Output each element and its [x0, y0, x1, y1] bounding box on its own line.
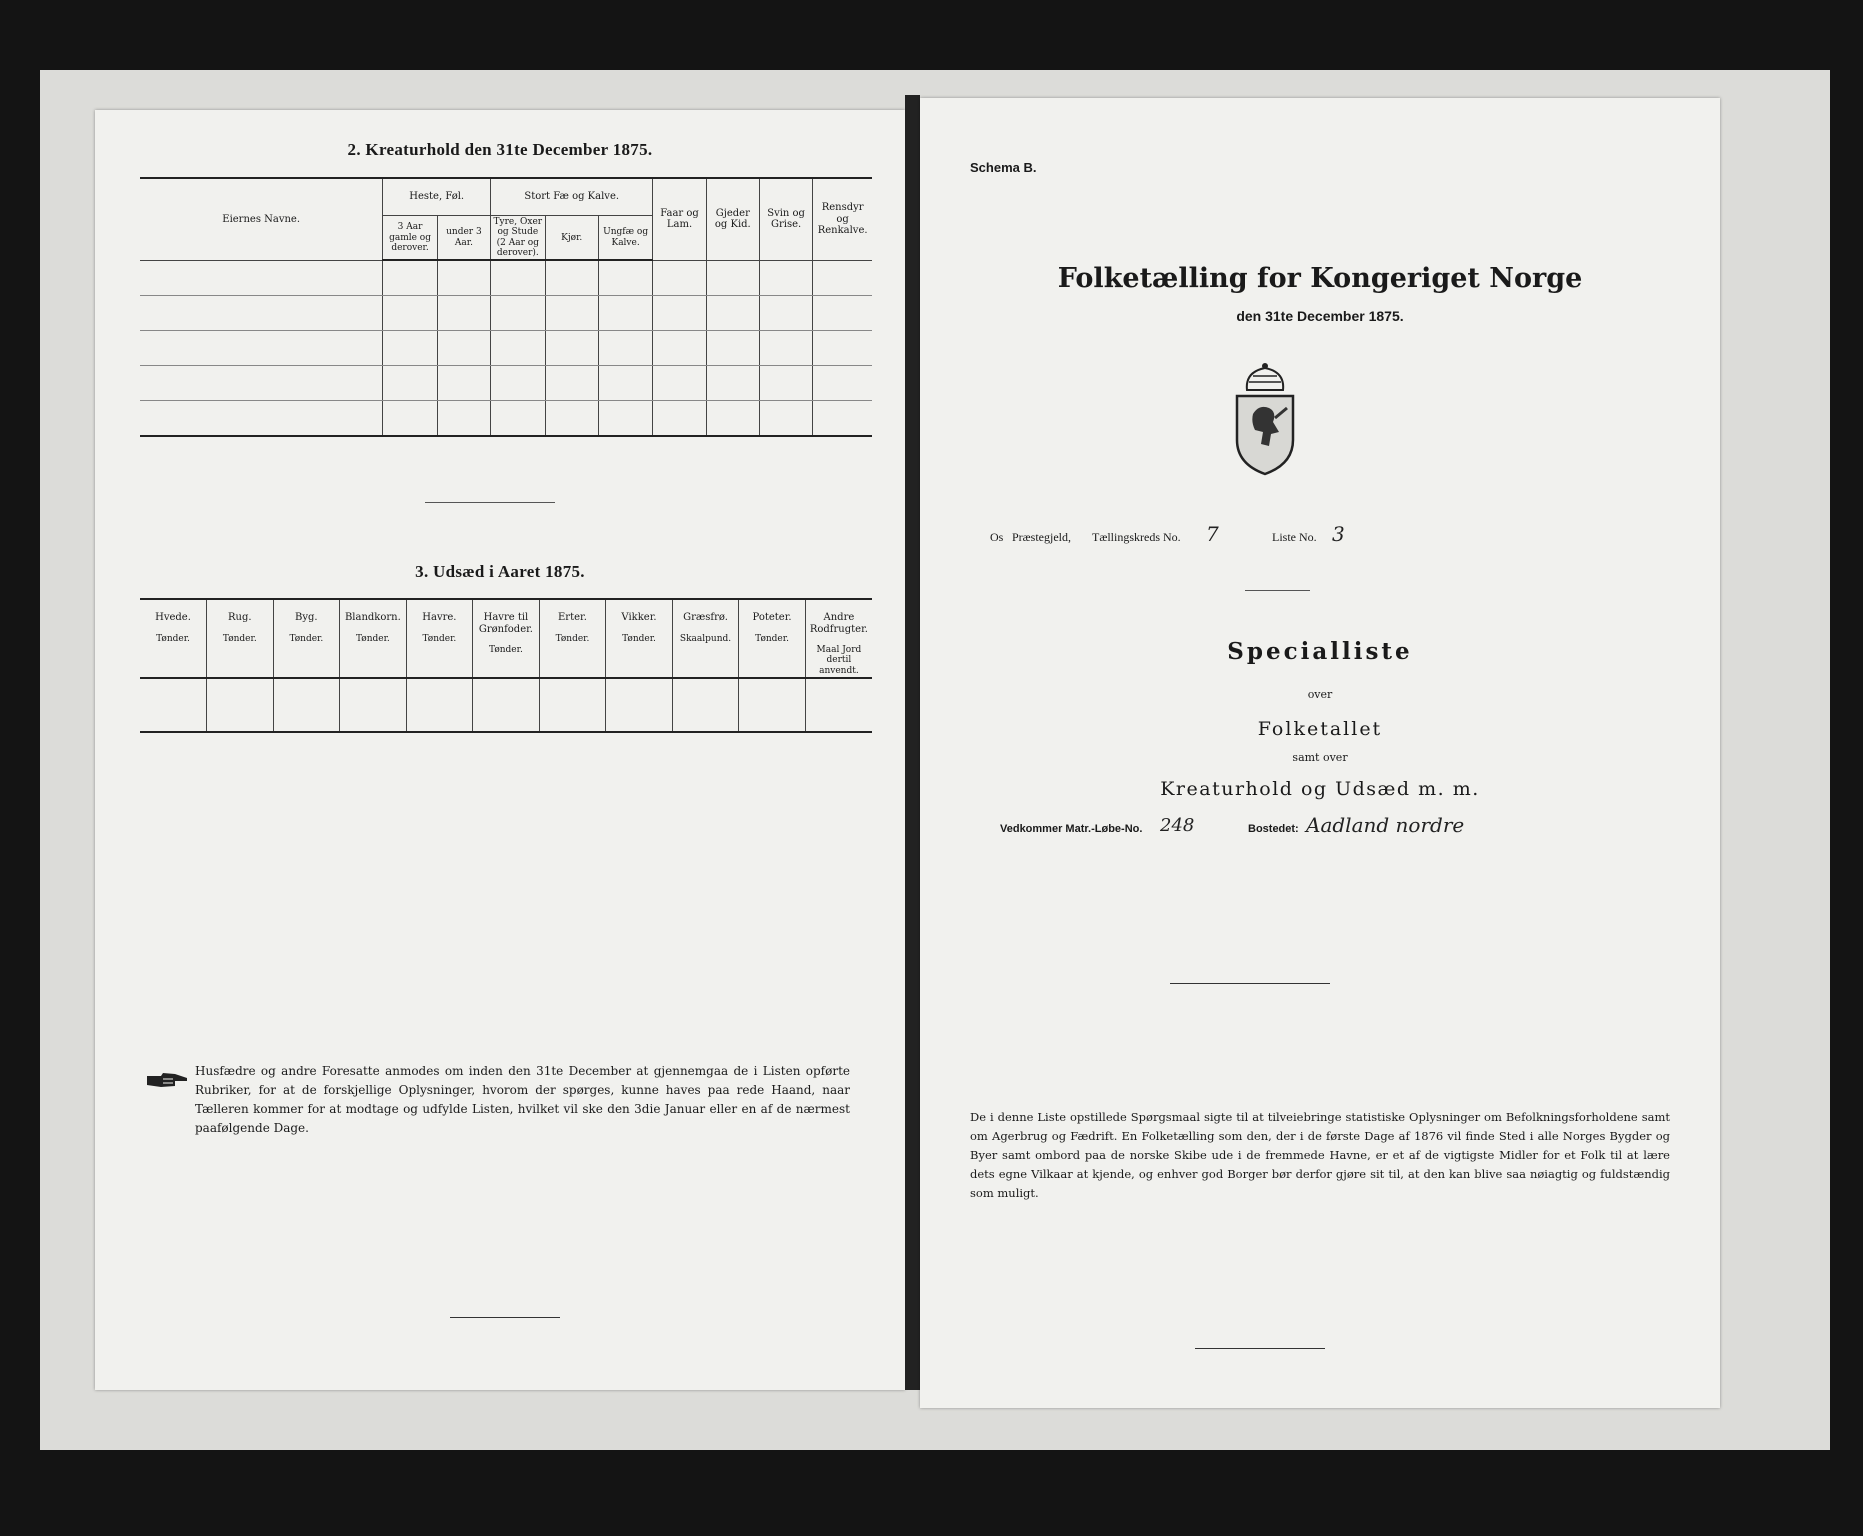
table-cell [706, 260, 759, 296]
table-cell [383, 260, 437, 296]
crop-name: Blandkorn. [344, 612, 401, 623]
table-cell [739, 678, 806, 732]
table-cell [706, 331, 759, 366]
table-cell [598, 260, 653, 296]
crop-unit: Tønder. [222, 633, 257, 644]
parish-value: Os [990, 530, 1004, 544]
table-cell [437, 331, 490, 366]
table-cell [340, 678, 407, 732]
horses-header: Heste, Føl. [383, 178, 491, 216]
horses-old-header: 3 Aar gamle og derover. [383, 216, 437, 261]
instruction-note: Husfædre og andre Foresatte anmodes om inden den 31te December at gjennemgaa de i Listen opførte Rubriker, for at de forskjellige Oplysninger, hvorom der spørges, kunne haves paa rede Haand, naar Tælleren kommer for at modtage og udfylde Listen, hvilket vil ske den 3die Januar eller en af de nærmest paafølgende Dage. [195, 1064, 850, 1135]
folketallet-label: Folketallet [1257, 718, 1383, 740]
crop-name: Andre Rodfrugter. [809, 612, 868, 635]
coat-of-arms-icon [1225, 360, 1305, 480]
right-page [920, 98, 1720, 1408]
list-value: 3 [1332, 522, 1345, 546]
table-row [140, 366, 872, 401]
table-row [140, 331, 872, 366]
table-row [140, 678, 872, 732]
crop-unit: Tønder. [355, 633, 390, 644]
table-cell [672, 678, 739, 732]
table-cell [406, 678, 473, 732]
table-cell [437, 260, 490, 296]
bosted-label: Bostedet: [1248, 823, 1299, 835]
table-cell [383, 331, 437, 366]
crop-column-header [473, 599, 540, 678]
table-cell [545, 401, 598, 437]
matr-value: 248 [1160, 815, 1195, 836]
table-cell [653, 260, 706, 296]
crop-name: Havre. [422, 612, 457, 623]
table-row [140, 260, 872, 296]
table-cell [813, 366, 872, 401]
crop-name: Erter. [558, 612, 587, 623]
table-row [140, 296, 872, 331]
right-divider-3 [1195, 1348, 1325, 1349]
table-cell [491, 260, 545, 296]
table-cell [140, 260, 383, 296]
table-cell [598, 331, 653, 366]
table-cell [598, 401, 653, 437]
goats-header: Gjeder og Kid. [706, 178, 759, 260]
cattle-header: Stort Fæ og Kalve. [491, 178, 653, 216]
table-cell [813, 260, 872, 296]
pointing-hand-icon [145, 1070, 189, 1090]
crop-name: Byg. [295, 612, 318, 623]
table-cell [140, 678, 207, 732]
crop-unit: Tønder. [622, 633, 656, 644]
bottom-rule [450, 1317, 560, 1318]
table-cell [383, 401, 437, 437]
table-cell [598, 296, 653, 331]
table-cell [383, 366, 437, 401]
crop-unit: Tønder. [555, 633, 590, 644]
table-cell [437, 296, 490, 331]
table-row [140, 401, 872, 437]
right-divider-1 [1245, 590, 1310, 591]
table-cell [653, 366, 706, 401]
page-subtitle: den 31te December 1875. [1236, 308, 1404, 324]
list-label: Liste No. [1272, 530, 1317, 544]
table-cell [140, 296, 383, 331]
table-cell [383, 296, 437, 331]
crop-column-header [606, 599, 673, 678]
crop-column-header [539, 599, 606, 678]
table-cell [606, 678, 673, 732]
table-cell [545, 260, 598, 296]
crop-column-header [207, 599, 274, 678]
bulls-header: Tyre, Oxer og Stude (2 Aar og derover). [491, 216, 545, 261]
crop-name: Græsfrø. [683, 612, 728, 623]
footer-text: De i denne Liste opstillede Spørgsmaal sigte til at tilveiebringe statistiske Oplysninger om Befolkningsforholdene samt om Agerbrug og Fædrift. En Folketælling som den, der i de første Dage af 1876 vil finde Sted i alle Norges Bygder og Byer samt ombord paa de norske Skibe ude i de fremmede Havne, er et af de vigtigste Midler for et Folk til at lære dets egne Vilkaar at kjende, og enhver god Borger bør derfor gjøre sit til, at den kan blive saa nøiagtig og fuldstændig som muligt. [970, 1110, 1670, 1200]
crop-unit: Maal Jord dertil anvendt. [816, 645, 862, 676]
special-list-heading: Specialliste [1227, 638, 1413, 665]
table-cell [706, 366, 759, 401]
district-value: 7 [1206, 522, 1219, 546]
bosted-value: Aadland nordre [1306, 813, 1465, 837]
crop-column-header [273, 599, 340, 678]
table-cell [491, 401, 545, 437]
left-page [95, 110, 905, 1390]
table-cell [653, 331, 706, 366]
table-cell [759, 260, 812, 296]
crop-column-header [140, 599, 207, 678]
sheep-header: Faar og Lam. [653, 178, 706, 260]
table-cell [437, 401, 490, 437]
table-cell [759, 366, 812, 401]
table-cell [140, 366, 383, 401]
table-cell [813, 296, 872, 331]
table-cell [706, 296, 759, 331]
crop-name: Hvede. [155, 612, 191, 623]
young-cattle-header: Ungfæ og Kalve. [598, 216, 653, 261]
owner-header: Eiernes Navne. [140, 178, 383, 260]
table-cell [491, 366, 545, 401]
table-cell [598, 366, 653, 401]
table-cell [759, 331, 812, 366]
table-cell [653, 296, 706, 331]
table-cell [273, 678, 340, 732]
crops-title: 3. Udsæd i Aaret 1875. [415, 562, 585, 581]
crop-unit: Tønder. [755, 633, 789, 644]
table-cell [473, 678, 540, 732]
crop-unit: Tønder. [489, 645, 523, 655]
table-cell [437, 366, 490, 401]
table-cell [207, 678, 274, 732]
kreaturhold-label: Kreaturhold og Udsæd m. m. [1160, 778, 1480, 800]
table-cell [813, 401, 872, 437]
table-cell [653, 401, 706, 437]
book-spine [905, 95, 920, 1390]
reindeer-header: Rensdyr og Renkalve. [813, 178, 872, 260]
table-cell [706, 401, 759, 437]
crop-unit: Tønder. [422, 633, 457, 644]
crop-column-header [805, 599, 872, 678]
table-cell [545, 296, 598, 331]
table-cell [813, 331, 872, 366]
table-cell [545, 366, 598, 401]
schema-label: Schema B. [970, 160, 1037, 175]
table-cell [805, 678, 872, 732]
pigs-header: Svin og Grise. [759, 178, 812, 260]
table-cell [140, 401, 383, 437]
samt-over-label: samt over [1292, 751, 1348, 764]
crop-unit: Tønder. [156, 633, 190, 644]
table-cell [759, 401, 812, 437]
crop-name: Poteter. [752, 612, 792, 623]
crop-column-header [340, 599, 407, 678]
crops-table [140, 598, 872, 733]
over-label: over [1307, 688, 1333, 701]
table-cell [759, 296, 812, 331]
right-divider-2 [1170, 983, 1330, 984]
crop-name: Havre til Grønfoder. [478, 612, 533, 635]
crop-unit: Skaalpund. [679, 633, 732, 644]
district-label: Tællingskreds No. [1092, 530, 1181, 544]
crop-name: Rug. [228, 612, 252, 623]
table-cell [491, 331, 545, 366]
table-cell [539, 678, 606, 732]
cows-header: Kjør. [545, 216, 598, 261]
crop-name: Vikker. [621, 612, 657, 623]
page-title: Folketælling for Kongeriget Norge [1057, 263, 1583, 294]
table-cell [140, 331, 383, 366]
crop-column-header [672, 599, 739, 678]
table-cell [491, 296, 545, 331]
livestock-table [140, 177, 872, 437]
table-cell [545, 331, 598, 366]
matr-label: Vedkommer Matr.-Løbe-No. [1000, 823, 1143, 835]
livestock-title: 2. Kreaturhold den 31te December 1875. [347, 140, 653, 159]
divider-rule [425, 502, 555, 503]
parish-label: Præstegjeld, [1012, 530, 1071, 544]
crop-column-header [406, 599, 473, 678]
crop-column-header [739, 599, 806, 678]
crop-unit: Tønder. [289, 633, 324, 644]
horses-young-header: under 3 Aar. [437, 216, 490, 261]
